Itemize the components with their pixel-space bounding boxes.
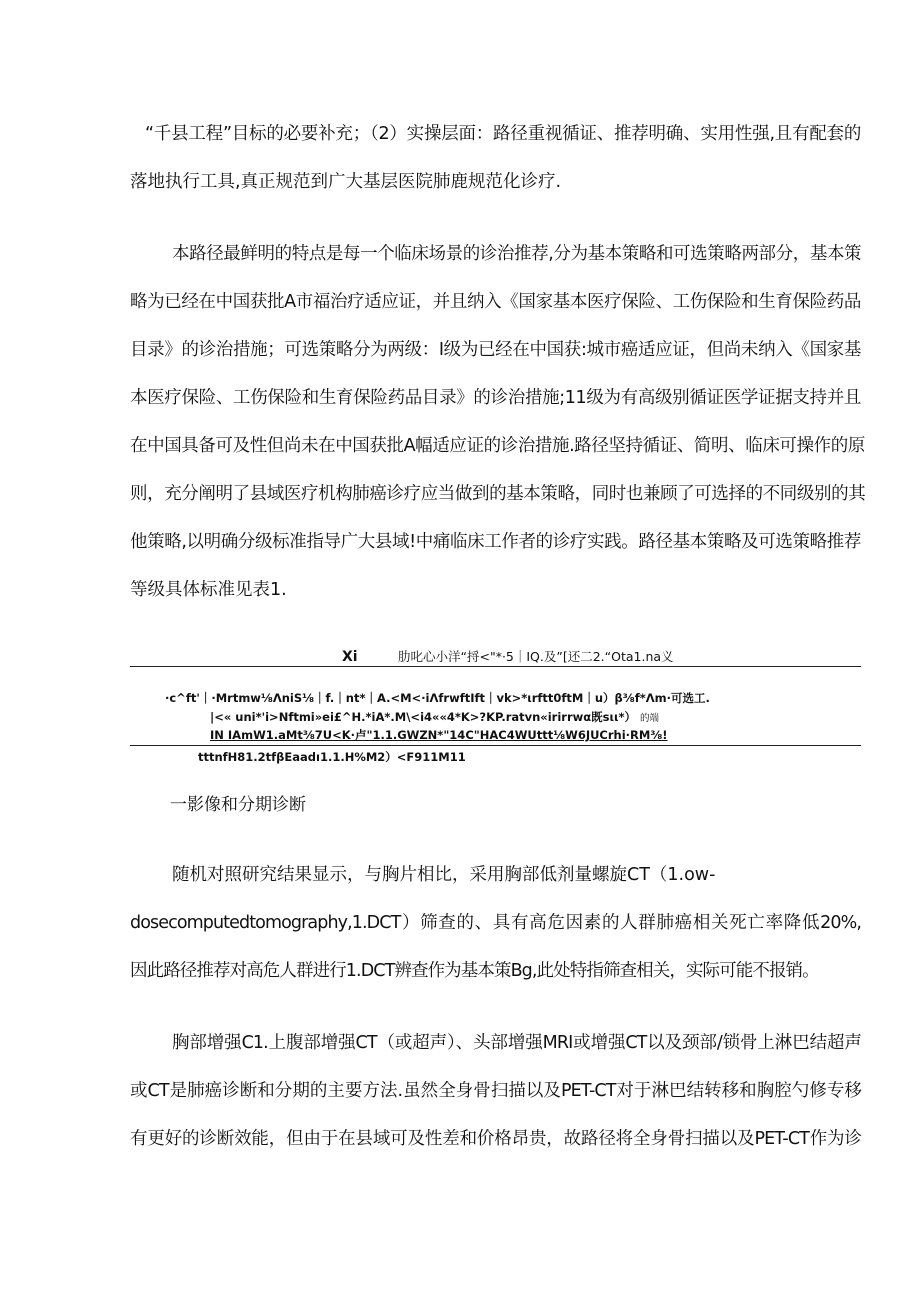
table-footer: tttnfH81.2tfβEaadı1.1.H%M2）<F911M11 <box>198 750 466 764</box>
paragraph-4-line-3: 有更好的诊断效能，但由于在县域可及性差和价格昂贵，故路径将全身骨扫描以及PET-CT作为诊 <box>130 1129 861 1149</box>
paragraph-2-line-7: 他策略,以明确分级标准指导广大县域!中痛临床工作者的诊疗实践。路径基本策略及可选策略推荐 <box>130 532 861 552</box>
paragraph-2-line-6: 则，充分阐明了县域医疗机构肺癌诊疗应当做到的基本策略，同时也兼顾了可选择的不同级别的其 <box>130 484 866 504</box>
paragraph-3-line-2: dosecomputedtomography,1.DCT）筛查的、具有高危因素的人群肺癌相关死亡率降低20%, <box>130 913 861 933</box>
paragraph-2-line-2: 略为已经在中国获批A市福治疗适应证，并且纳入《国家基本医疗保险、工伤保险和生育保险药品 <box>130 292 861 312</box>
paragraph-1-line-2: 落地执行工具,真正规范到广大基层医院肺鹿规范化诊疗. <box>130 172 562 192</box>
table-title <box>130 649 861 665</box>
paragraph-2-line-3: 目录》的诊治措施；可选策略分为两级：I级为已经在中国获:城市癌适应证，但尚未纳入《国家基 <box>130 340 861 360</box>
table-row-2 <box>210 710 659 726</box>
paragraph-3-line-1: 随机对照研究结果显示，与胸片相比，采用胸部低剂量螺旋CT（1.ow- <box>172 865 716 885</box>
section-heading: 一影像和分期诊断 <box>170 795 306 815</box>
table-row-3: IN IAmW1.aMt⅜7U<K·卢"1.1.GWZN*"14C"HAC4WUttt⅛W6JUCrhi·RM⅜! <box>210 728 668 742</box>
table-title-label: Xi <box>342 649 358 665</box>
paragraph-2-line-5: 在中国具备可及性但尚未在中国获批A幅适应证的诊治措施.路径坚持循证、简明、临床可操作的原 <box>130 436 865 456</box>
table-top-rule <box>130 666 861 667</box>
table-row-2-note: 的端 <box>640 713 660 724</box>
table-title-text: 肋叱心小洋“捋<"*·5｜IQ.及”[还二2.“Ota1.na义 <box>398 649 674 664</box>
paragraph-2-line-1: 本路径最鲜明的特点是每一个临床场景的诊治推荐,分为基本策略和可选策略两部分，基本策 <box>172 244 862 264</box>
paragraph-3-line-3: 因此路径推荐对高危人群进行1.DCT辨查作为基本策Bg,此处特指筛查相关，实际可能不报销。 <box>130 961 819 981</box>
paragraph-1-line-1: “千县工程”目标的必要补充；（2）实操层面：路径重视循证、推荐明确、实用性强,且有配套的 <box>145 124 861 144</box>
table-row-2-text: |<« uni*'i>Nftmi»ei£^H.*iA*.M\<i4««4*K>?KP.ratvn«irirrwα既sιι*） <box>210 710 636 724</box>
table-bottom-rule <box>130 745 861 746</box>
paragraph-4-line-1: 胸部增强C1.上腹部增强CT（或超声）、头部增强MRI或增强CT以及颈部/锁骨上淋巴结超声 <box>172 1033 861 1053</box>
paragraph-2-line-8: 等级具体标准见表1. <box>130 580 287 600</box>
paragraph-4-line-2: 或CT是肺癌诊断和分期的主要方法.虽然全身骨扫描以及PET-CT对于淋巴结转移和胸腔勺修专移 <box>130 1081 861 1101</box>
paragraph-2-line-4: 本医疗保险、工伤保险和生育保险药品目录》的诊治措施;11级为有高级别循证医学证据支持并且 <box>130 388 861 408</box>
table-header-row: ·c^ft'｜·Mrtmw⅛ΛniS⅛｜f.｜nt*｜A.<M<·iΛfrwftIft｜vk>*ιrftt0ftM｜u）β⅜f*Λm·可选工. <box>165 691 710 705</box>
